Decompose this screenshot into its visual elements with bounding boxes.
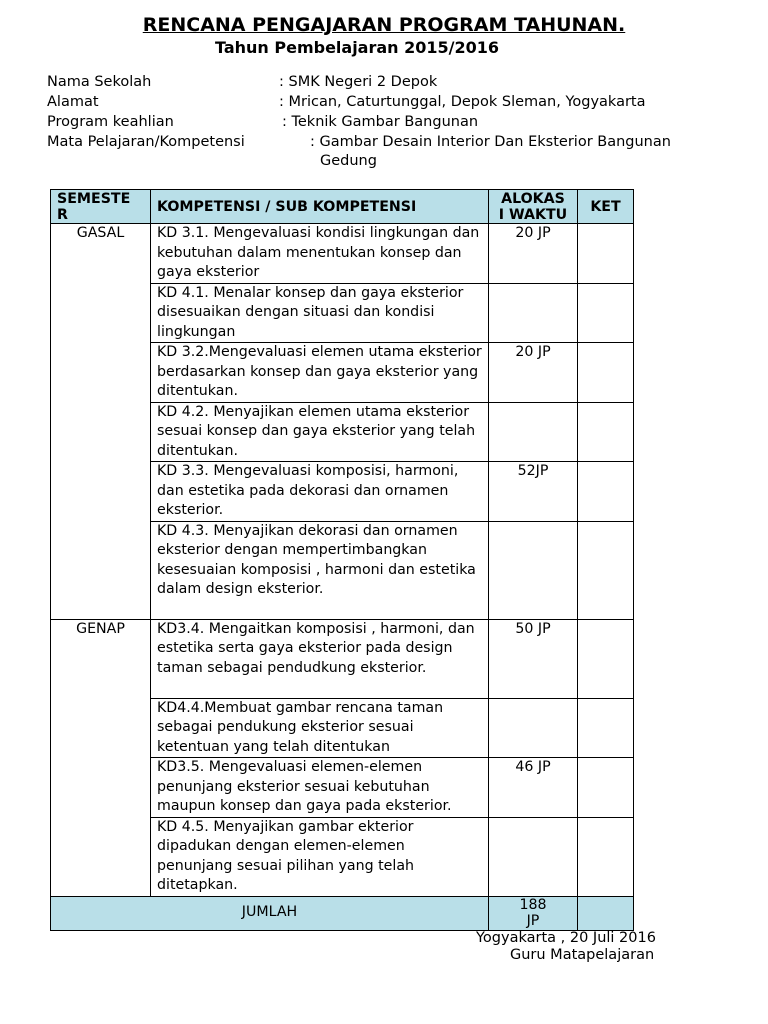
document-title: RENCANA PENGAJARAN PROGRAM TAHUNAN. xyxy=(142,14,626,36)
info-value-subject-cont: Gedung xyxy=(320,153,377,169)
table-header-row xyxy=(51,190,634,224)
kd-cell: KD3.5. Mengevaluasi elemen-elemen penunjang eksterior sesuai kebutuhan maupun konsep dan gaya pada eksterior. xyxy=(151,758,489,818)
kd-cell: KD 3.1. Mengevaluasi kondisi lingkungan dan kebutuhan dalam menentukan konsep dan gaya eksterior xyxy=(151,224,489,284)
signature-place-date: Yogyakarta , 20 Juli 2016 xyxy=(476,930,656,946)
kd-cell: KD 4.1. Menalar konsep dan gaya eksterior disesuaikan dengan situasi dan kondisi lingkungan xyxy=(151,283,489,343)
info-label-program: Program keahlian xyxy=(47,114,174,130)
ket-cell xyxy=(578,758,634,818)
header-ket: KET xyxy=(578,190,634,224)
kd-cell: KD 4.5. Menyajikan gambar ekterior dipadukan dengan elemen-elemen penunjang sesuai pilihan yang telah ditetapkan. xyxy=(151,817,489,896)
header-semester: SEMESTE R xyxy=(51,190,151,224)
kd-cell: KD 3.2.Mengevaluasi elemen utama eksterior berdasarkan konsep dan gaya eksterior yang ditentukan. xyxy=(151,343,489,403)
alokasi-cell: 20 JP xyxy=(489,343,578,403)
alokasi-cell: 52JP xyxy=(489,462,578,522)
info-value-subject: : Gambar Desain Interior Dan Eksterior Bangunan xyxy=(310,134,671,150)
alokasi-cell: 20 JP xyxy=(489,224,578,284)
kd-cell: KD3.4. Mengaitkan komposisi , harmoni, dan estetika serta gaya eksterior pada design taman sebagai pendudkung eksterior. xyxy=(151,619,489,698)
ket-cell xyxy=(578,343,634,403)
info-value-school: : SMK Negeri 2 Depok xyxy=(279,74,438,90)
alokasi-cell xyxy=(489,698,578,758)
document-subtitle: Tahun Pembelajaran 2015/2016 xyxy=(214,38,500,57)
alokasi-cell xyxy=(489,521,578,619)
ket-cell xyxy=(578,462,634,522)
alokasi-cell xyxy=(489,402,578,462)
total-ket xyxy=(578,896,634,930)
header-alokasi: ALOKAS I WAKTU xyxy=(489,190,578,224)
semester-gasal: GASAL xyxy=(51,224,151,620)
info-value-program: : Teknik Gambar Bangunan xyxy=(282,114,479,130)
ket-cell xyxy=(578,521,634,619)
kd-cell: KD 4.2. Menyajikan elemen utama eksterior sesuai konsep dan gaya eksterior yang telah ditentukan. xyxy=(151,402,489,462)
total-value: 188 JP xyxy=(489,896,578,930)
info-label-school: Nama Sekolah xyxy=(47,74,152,90)
kd-cell: KD 3.3. Mengevaluasi komposisi, harmoni, dan estetika pada dekorasi dan ornamen eksterior. xyxy=(151,462,489,522)
ket-cell xyxy=(578,619,634,698)
info-value-address: : Mrican, Caturtunggal, Depok Sleman, Yogyakarta xyxy=(279,94,646,110)
kd-cell: KD 4.3. Menyajikan dekorasi dan ornamen eksterior dengan mempertimbangkan kesesuaian komposisi , harmoni dan estetika dalam design eksterior. xyxy=(151,521,489,619)
ket-cell xyxy=(578,817,634,896)
info-label-subject: Mata Pelajaran/Kompetensi xyxy=(47,134,245,150)
alokasi-cell: 46 JP xyxy=(489,758,578,818)
header-kompetensi: KOMPETENSI / SUB KOMPETENSI xyxy=(151,190,489,224)
semester-genap: GENAP xyxy=(51,619,151,896)
kd-cell: KD4.4.Membuat gambar rencana taman sebagai pendukung eksterior sesuai ketentuan yang telah ditentukan xyxy=(151,698,489,758)
ket-cell xyxy=(578,224,634,284)
alokasi-cell: 50 JP xyxy=(489,619,578,698)
info-label-address: Alamat xyxy=(47,94,99,110)
alokasi-cell xyxy=(489,817,578,896)
ket-cell xyxy=(578,402,634,462)
ket-cell xyxy=(578,698,634,758)
alokasi-cell xyxy=(489,283,578,343)
total-label: JUMLAH xyxy=(51,896,489,930)
ket-cell xyxy=(578,283,634,343)
total-row xyxy=(51,896,634,930)
table-row xyxy=(51,619,634,698)
signature-role: Guru Matapelajaran xyxy=(510,947,655,963)
competency-table xyxy=(50,189,634,931)
table-row xyxy=(51,224,634,284)
